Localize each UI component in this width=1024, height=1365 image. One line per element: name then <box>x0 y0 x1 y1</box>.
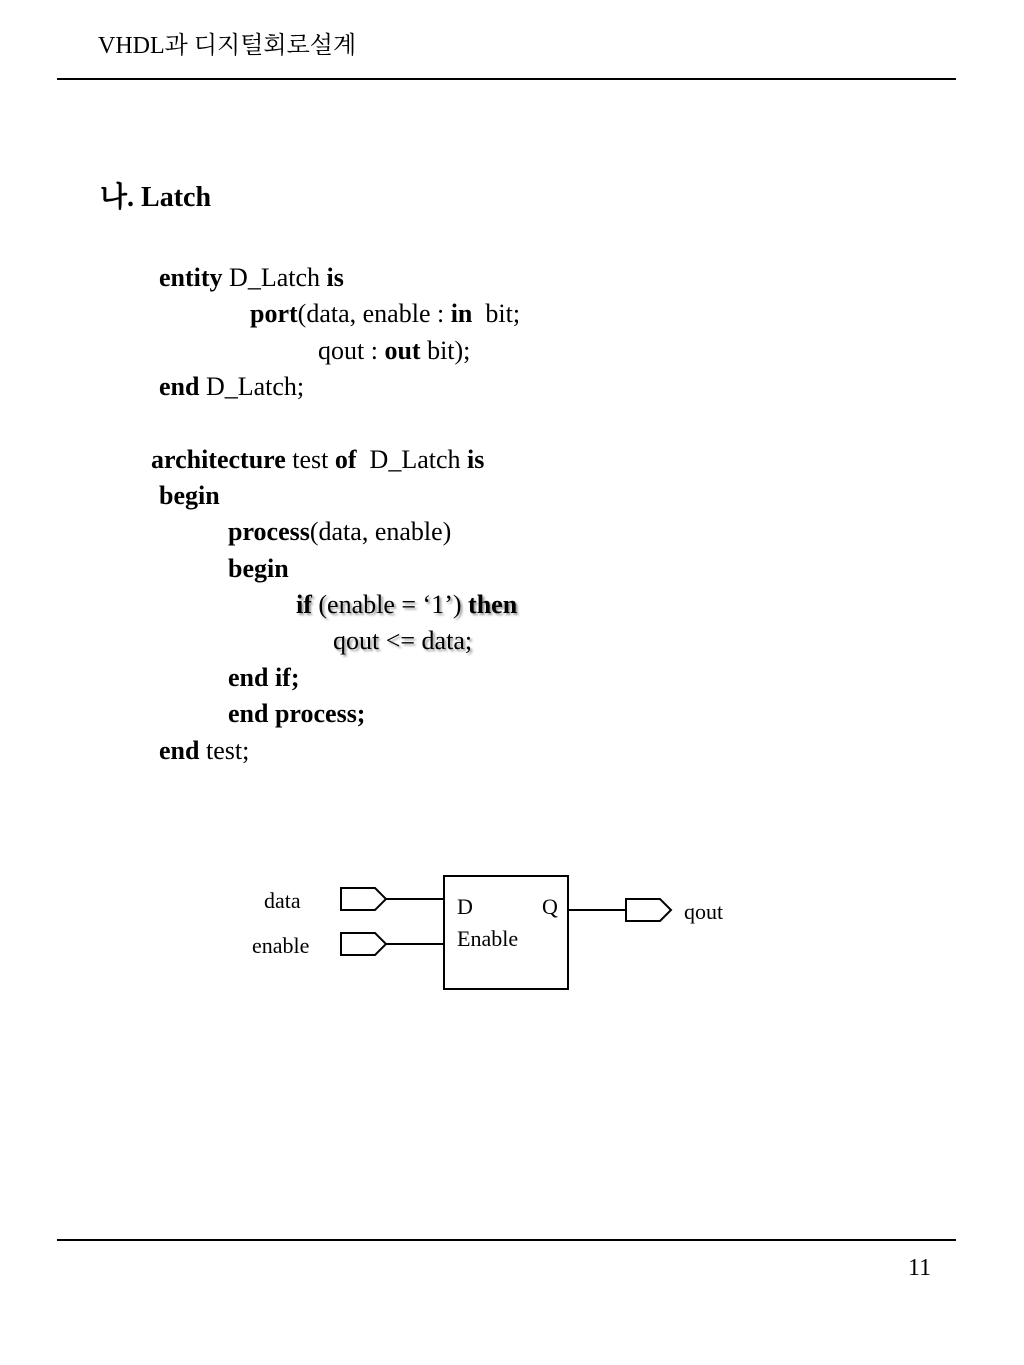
code-line-end-if <box>228 660 300 696</box>
code-keyword: end if; <box>228 663 300 692</box>
input-label-data: data <box>264 888 301 913</box>
code-text: D_Latch; <box>199 372 305 401</box>
code-text: bit; <box>472 299 521 328</box>
code-keyword: end process; <box>228 699 366 728</box>
code-text: (data, enable : <box>297 299 451 328</box>
pin-label-q: Q <box>542 894 558 919</box>
code-keyword: entity <box>159 263 223 292</box>
section-title: 나. Latch <box>100 182 212 213</box>
code-line-begin <box>159 478 220 514</box>
page-number: 11 <box>908 1255 932 1281</box>
output-label-qout: qout <box>684 899 724 924</box>
pin-label-d: D <box>457 894 473 919</box>
code-text: qout : <box>318 336 385 365</box>
code-keyword: is <box>467 445 485 474</box>
pin-label-enable: Enable <box>457 926 519 951</box>
code-line-end-entity <box>159 369 304 405</box>
code-text: bit); <box>420 336 471 365</box>
code-line-process <box>228 514 451 550</box>
code-text: D_Latch <box>356 445 468 474</box>
code-line-qout-port <box>318 333 470 369</box>
code-line-process-begin <box>228 551 289 587</box>
latch-block-diagram <box>240 868 760 998</box>
code-text: D_Latch <box>222 263 327 292</box>
code-text: test; <box>199 736 250 765</box>
code-line-architecture <box>151 442 484 478</box>
code-text: qout <= data; <box>333 626 473 655</box>
header-title: VHDL과 디지털회로설계 <box>98 33 357 59</box>
code-line-end-architecture <box>159 733 249 769</box>
code-line-if <box>296 587 517 623</box>
input-label-enable: enable <box>252 933 310 958</box>
code-keyword: is <box>326 263 344 292</box>
code-keyword: begin <box>228 554 289 583</box>
code-line-end-process <box>228 696 365 732</box>
input-port-enable-icon <box>341 933 386 955</box>
code-keyword: end <box>159 372 200 401</box>
code-keyword: in <box>450 299 473 328</box>
header-rule <box>57 78 956 80</box>
code-line-assign <box>333 623 472 659</box>
code-text: test <box>285 445 335 474</box>
code-keyword: then <box>468 590 518 619</box>
code-keyword: process <box>228 517 310 546</box>
code-line-port <box>250 296 520 332</box>
output-port-qout-icon <box>626 899 671 921</box>
code-keyword: architecture <box>151 445 286 474</box>
code-line-entity <box>159 260 344 296</box>
code-keyword: of <box>334 445 357 474</box>
code-keyword: end <box>159 736 200 765</box>
code-keyword: begin <box>159 481 220 510</box>
code-text: (data, enable) <box>309 517 452 546</box>
code-keyword: port <box>250 299 298 328</box>
code-keyword: if <box>296 590 312 619</box>
input-port-data-icon <box>341 888 386 910</box>
code-keyword: out <box>384 336 421 365</box>
footer-rule <box>57 1239 956 1241</box>
code-text: (enable = ‘1’) <box>311 590 469 619</box>
